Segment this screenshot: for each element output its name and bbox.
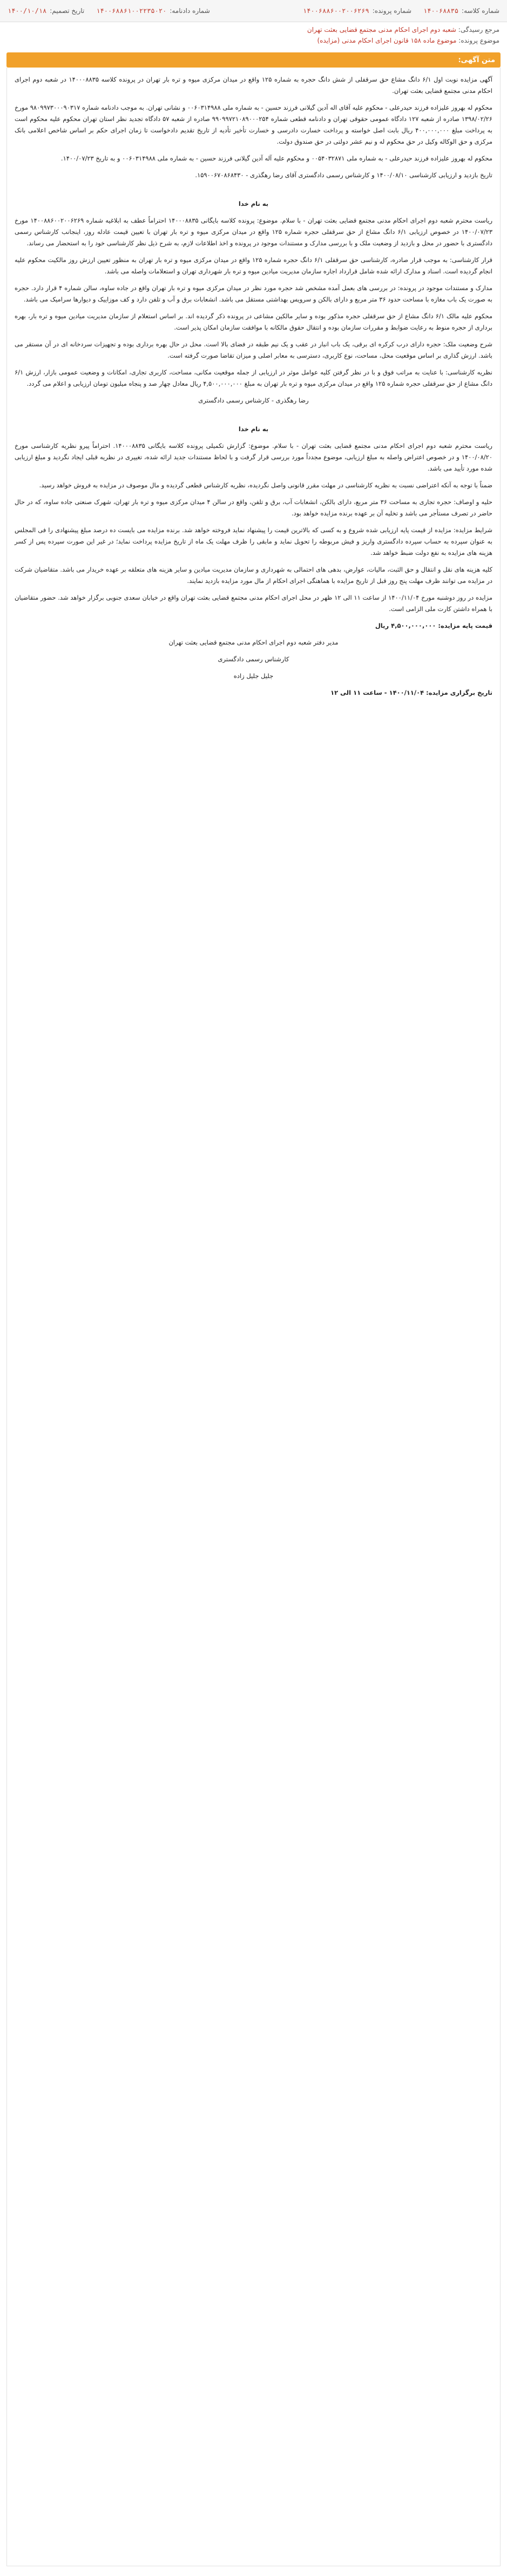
body-paragraph: ریاست محترم شعبه دوم اجرای احکام مدنی مجتمع قضایی بعثت تهران - با سلام. موضوع: گزارش تکمیلی پرونده کلاسه بایگانی ۱۴۰۰۰۸۸۳۵. احتراماً پیرو نظریه کارشناسی مورخ ۱۴۰۰/۰۸/۲۰ و در خصوص اعتراض واصله به مبلغ ارزیابی، موضوع مجدداً مورد بررسی قرار گرفت و با لحاظ مستندات جدید ارائه شده، تغییری در نظریه قبلی ایجاد نگردید و مبلغ ارزیابی شده مورد تأیید می باشد. xyxy=(15,442,492,472)
spacer xyxy=(15,412,492,424)
document-header-bar xyxy=(0,0,507,22)
notice-number-value: ۱۴۰۰۶۸۸۶۰۰۲۰۰۶۲۶۹ xyxy=(302,7,369,15)
base-price-line: قیمت پایه مزایده: ۴,۵۰۰,۰۰۰,۰۰۰ ریال xyxy=(375,622,492,629)
body-paragraph: مدارک و مستندات موجود در پرونده: در بررسی های بعمل آمده مشخص شد حجره مورد نظر در میدان مرکزی میوه و تره بار تهران واقع در جاده ساوه، سالن شماره ۴ قرار دارد. حجره به صورت یک باب مغازه با مساحت حدود ۳۶ متر مربع و دارای بالکن و سرویس بهداشتی مستقل می باشد. انشعابات برق و آب و تلفن دارد و کف موزاییک و دیوارها سرامیک می باشد. xyxy=(15,284,493,303)
expert-signature: رضا رهگذری - کارشناس رسمی دادگستری xyxy=(198,397,309,404)
subject-value: موضوع ماده ۱۵۸ قانون اجرای احکام مدنی (مزایده) xyxy=(317,37,457,44)
branch-value: شعبه دوم اجرای احکام مدنی مجتمع قضایی بعثت تهران xyxy=(307,26,456,33)
branch-row xyxy=(8,24,499,35)
doc-number-field xyxy=(423,7,499,15)
document-meta xyxy=(0,22,507,48)
petition-number-value: ۱۴۰۰۶۸۸۶۱۰۰۲۲۳۵۰۲۰ xyxy=(96,7,167,15)
body-paragraph: ضمناً با توجه به آنکه اعتراضی نسبت به نظریه کارشناسی در مهلت مقرر قانونی واصل نگردیده، نظریه کارشناس قطعی گردیده و مال موصوف در مزایده به فروش خواهد رسید. xyxy=(39,481,492,489)
branch-label: مرجع رسیدگی: xyxy=(458,26,499,33)
subject-label: موضوع پرونده: xyxy=(458,37,499,44)
notice-body xyxy=(6,68,501,2566)
basmala-heading: به نام خدا xyxy=(238,425,269,433)
clerk-signature: مدیر دفتر شعبه دوم اجرای احکام مدنی مجتمع قضایی بعثت تهران xyxy=(168,639,339,646)
notice-text-title: متن آگهی: xyxy=(458,56,495,64)
body-paragraph: کلیه هزینه های نقل و انتقال و حق الثبت، مالیات، عوارض، بدهی های احتمالی به شهرداری و سازمان مدیریت میادین و سایر هزینه های متعلقه بر عهده خریدار می باشد. متقاضیان شرکت در مزایده می توانند ظرف مهلت پنج روز قبل از تاریخ مزایده با هماهنگی اجرای احکام از مال مورد مزایده بازدید نمایند. xyxy=(15,566,492,585)
notice-text-header xyxy=(6,52,501,68)
basmala-heading: به نام خدا xyxy=(238,200,269,207)
subject-row xyxy=(8,35,499,46)
expert-name: جلیل جلیل زاده xyxy=(233,672,274,680)
petition-number-field xyxy=(96,7,210,15)
body-paragraph: آگهی مزایده نوبت اول ۶/۱ دانگ مشاع حق سرقفلی از شش دانگ حجره به شماره ۱۲۵ واقع در میدان مرکزی میوه و تره بار تهران در پرونده کلاسه ۱۴۰۰۰۸۸۳۵ در شعبه دوم اجرای احکام مدنی مجتمع قضایی بعثت تهران. xyxy=(15,76,492,95)
body-paragraph: شرح وضعیت ملک: حجره دارای درب کرکره ای برقی، یک باب انبار در عقب و یک نیم طبقه در فضای بالا است. محل در حال بهره برداری بوده و تجهیزات سردخانه ای در آن مستقر می باشد. ارزش گذاری بر اساس موقعیت محل، مساحت، نوع کاربری، دسترسی به معابر اصلی و میزان تقاضا صورت گرفته است. xyxy=(15,340,492,359)
body-paragraph: حلیه و اوصاف: حجره تجاری به مساحت ۳۶ متر مربع، دارای بالکن، انشعابات آب، برق و تلفن، واقع در سالن ۴ میدان مرکزی میوه و تره بار تهران، شهرک صنعتی جاده ساوه، که در حال حاضر در تصرف مستأجر می باشد و تخلیه آن بر عهده برنده مزایده خواهد بود. xyxy=(15,498,492,517)
doc-number-label: شماره کلاسه: xyxy=(462,7,499,15)
body-paragraph: تاریخ بازدید و ارزیابی کارشناسی ۱۴۰۰/۰۸/۱۰ و کارشناس رسمی دادگستری آقای رضا رهگذری - ۱۵۹۰۰۶۷۰۸۶۸۴۳۰. xyxy=(195,171,492,179)
body-paragraph: محکوم له بهروز علیزاده فرزند حیدرعلی - به شماره ملی ۰۰۵۴۰۳۲۸۷۱ و محکوم علیه آله آدین گیلانی فرزند حسین - به شماره ملی ۰۰۶۰۳۱۴۹۸۸ و به تاریخ ۱۴۰۰/۰۷/۲۳. xyxy=(60,155,492,162)
doc-number-value: ۱۴۰۰۶۸۸۳۵ xyxy=(423,7,459,15)
body-paragraph: ریاست محترم شعبه دوم اجرای احکام مدنی مجتمع قضایی بعثت تهران - با سلام. موضوع: پرونده کلاسه بایگانی ۱۴۰۰۰۸۸۳۵ احتراماً عطف به ابلاغیه شماره ۱۴۰۰۸۸۶۰۰۲۰۰۶۲۶۹ مورخ ۱۴۰۰/۰۷/۲۳ در خصوص ارزیابی ۶/۱ دانگ مشاع از حق سرقفلی حجره شماره ۱۲۵ واقع در میدان مرکزی میوه و تره بار تهران با تعیین قیمت عادله روز، اینجانب کارشناس رسمی دادگستری با حضور در محل و بازدید از وضعیت ملک و با بررسی مدارک و مستندات موجود در پرونده و اخذ اطلاعات لازم، به شرح ذیل نظر کارشناسی خود را به استحضار می رساند. xyxy=(15,217,492,247)
decision-date-value: ۱۴۰۰/۱۰/۱۸ xyxy=(8,7,47,15)
expert-title: کارشناس رسمی دادگستری xyxy=(218,655,289,663)
body-paragraph: محکوم له بهروز علیزاده فرزند حیدرعلی - محکوم علیه آقای اله آدین گیلانی فرزند حسین - به شماره ملی ۰۰۶۰۳۱۴۹۸۸ و نشانی تهران. به موجب دادنامه شماره ۹۸۰۹۹۷۳۰۰۰۹۰۳۱۷ مورخ ۱۳۹۸/۰۲/۲۶ صادره از شعبه ۱۲۷ دادگاه عمومی حقوقی تهران و دادنامه قطعی شماره ۹۹۰۹۹۷۲۱۰۸۹۰۰۰۲۵۴ صادره از شعبه ۵۷ دادگاه تجدید نظر استان تهران محکوم علیه محکوم است به پرداخت مبلغ ۴۰۰,۰۰۰,۰۰۰ ریال بابت اصل خواسته و پرداخت خسارت دادرسی و خسارت تأخیر تأدیه از تاریخ تقدیم دادخواست تا زمان اجرای حکم بر اساس شاخص اعلامی بانک مرکزی و حق الوکاله وکیل در حق محکوم له و نیم عشر دولتی در حق صندوق دولت. xyxy=(15,104,493,145)
spacer xyxy=(15,186,492,198)
decision-date-field xyxy=(8,7,84,15)
body-paragraph: قرار کارشناسی: به موجب قرار صادره، کارشناسی حق سرقفلی ۶/۱ دانگ حجره شماره ۱۲۵ واقع در میدان مرکزی میوه و تره بار تهران به منظور تعیین ارزش روز مالکیت محکوم علیه انجام گردیده است. اسناد و مدارک ارائه شده شامل قرارداد اجاره سازمان مدیریت میادین میوه و تره بار شهرداری تهران و استعلامات واصله می باشد. xyxy=(15,256,493,275)
body-paragraph: محکوم علیه مالک ۶/۱ دانگ مشاع از حق سرقفلی حجره مذکور بوده و سایر مالکین مشاعی در پرونده ذکر گردیده اند. بر اساس استعلام از سازمان مدیریت میادین میوه و تره بار، بهره برداری از حجره منوط به رعایت ضوابط و مقررات سازمان بوده و انتقال حقوق مالکانه با موافقت سازمان امکان پذیر است. xyxy=(15,312,492,331)
header-left-group xyxy=(8,7,210,15)
auction-date-line: تاریخ برگزاری مزایده: ۱۴۰۰/۱۱/۰۴ - ساعت ۱۱ الی ۱۲ xyxy=(330,689,492,696)
notice-number-label: شماره پرونده: xyxy=(372,7,412,15)
body-paragraph: شرایط مزایده: مزایده از قیمت پایه ارزیابی شده شروع و به کسی که بالاترین قیمت را پیشنهاد نماید فروخته خواهد شد. برنده مزایده می بایست ده درصد مبلغ پیشنهادی را فی المجلس به عنوان سپرده به حساب سپرده دادگستری واریز و فیش مربوطه را تحویل نماید و مابقی را ظرف مهلت یک ماه از تاریخ مزایده پرداخت نماید؛ در غیر این صورت سپرده پس از کسر هزینه های مزایده به نفع دولت ضبط خواهد شد. xyxy=(15,526,492,556)
body-paragraph: نظریه کارشناسی: با عنایت به مراتب فوق و با در نظر گرفتن کلیه عوامل موثر در ارزیابی از جمله موقعیت مکانی، مساحت، کاربری تجاری، امکانات و وضعیت عمومی بازار، ارزش ۶/۱ دانگ مشاع از حق سرقفلی حجره شماره ۱۲۵ واقع در میدان مرکزی میوه و تره بار تهران به مبلغ ۴,۵۰۰,۰۰۰,۰۰۰ ریال معادل چهار صد و پنجاه میلیون تومان ارزیابی و اعلام می گردد. xyxy=(15,368,492,387)
notice-number-field xyxy=(303,7,411,15)
petition-number-label: شماره دادنامه: xyxy=(170,7,210,15)
header-right-group xyxy=(303,7,499,15)
body-paragraph: مزایده در روز دوشنبه مورخ ۱۴۰۰/۱۱/۰۴ از ساعت ۱۱ الی ۱۲ ظهر در محل اجرای احکام مدنی مجتمع قضایی بعثت تهران واقع در خیابان سعدی جنوبی برگزار خواهد شد. حضور متقاضیان با همراه داشتن کارت ملی الزامی است. xyxy=(15,594,492,613)
decision-date-label: تاریخ تصمیم: xyxy=(50,7,85,15)
